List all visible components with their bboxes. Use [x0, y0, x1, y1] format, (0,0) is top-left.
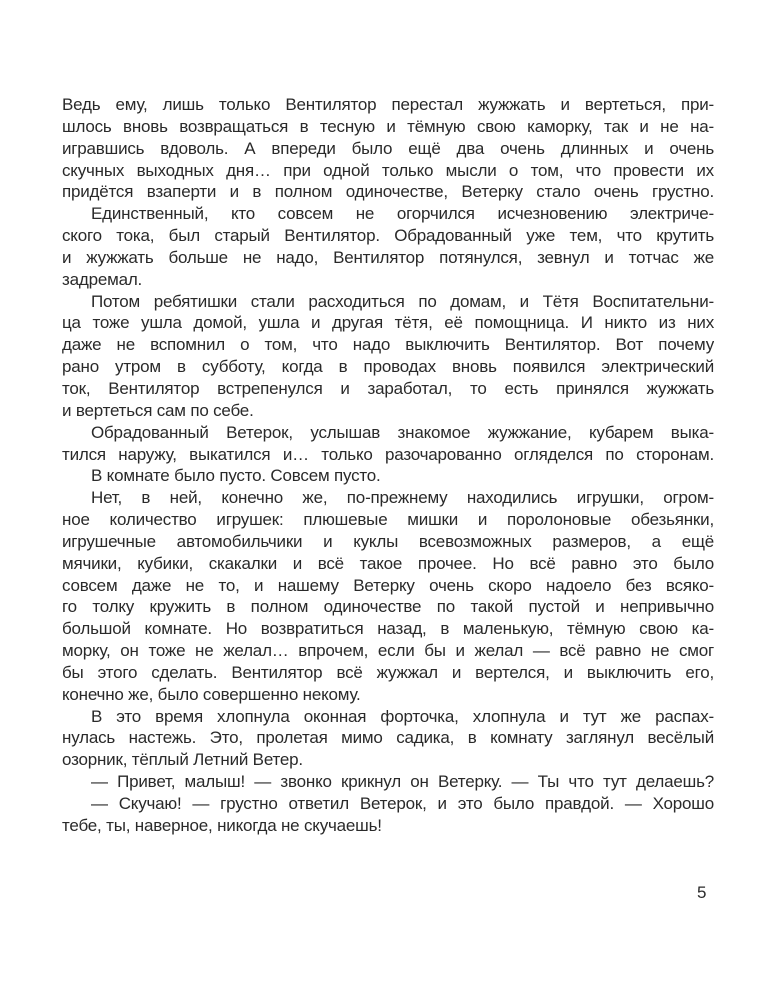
text-line: совсем даже не то, и нашему Ветерку очень скоро надоело без всяко- [62, 575, 714, 595]
text-line: задремал. [62, 269, 143, 289]
text-line: шлось вновь возвращаться в тесную и тёмную свою каморку, так и не на- [62, 116, 714, 136]
text-line: игравшись вдоволь. А впереди было ещё два очень длинных и очень [62, 138, 714, 158]
text-line: рано утром в субботу, когда в проводах вновь появился электрический [62, 357, 714, 377]
text-line: Обрадованный Ветерок, услышав знакомое жужжание, кубарем выка- [91, 422, 714, 442]
text-line: го толку кружить в полном одиночестве по такой пустой и непривычно [62, 597, 714, 617]
text-line: морку, он тоже не желал… впрочем, если бы и желал — всё равно не смог [62, 641, 714, 661]
text-line: — Привет, малыш! — звонко крикнул он Ветерку. — Ты что тут делаешь? [91, 772, 714, 792]
text-line: скучных выходных дня… при одной только мысли о том, что провести их [62, 160, 714, 180]
text-line: даже не вспомнил о том, что надо выключить Вентилятор. Вот почему [62, 335, 714, 355]
text-line: В комнате было пусто. Совсем пусто. [91, 466, 381, 486]
text-line: — Скучаю! — грустно ответил Ветерок, и это было правдой. — Хорошо [91, 794, 714, 813]
text-line: большой комнате. Но возвратиться назад, в маленькую, тёмную свою ка- [62, 619, 714, 639]
text-line: и вертеться сам по себе. [62, 400, 254, 420]
text-line: Единственный, кто совсем не огорчился исчезновению электриче- [91, 204, 714, 224]
text-line: В это время хлопнула оконная форточка, хлопнула и тут же распах- [91, 706, 714, 726]
text-line: ток, Вентилятор встрепенулся и заработал, то есть принялся жужжать [62, 378, 714, 398]
body-text [62, 94, 714, 837]
text-line: нулась настежь. Это, пролетая мимо садика, в комнату заглянул весёлый [62, 728, 714, 748]
text-line: Потом ребятишки стали расходиться по домам, и Тётя Воспитательни- [91, 291, 714, 311]
page-number: 5 [697, 883, 707, 902]
text-line: ского тока, был старый Вентилятор. Обрадованный уже тем, что крутить [62, 226, 714, 246]
text-line: Нет, в ней, конечно же, по-прежнему находились игрушки, огром- [91, 488, 714, 508]
text-line: мячики, кубики, скакалки и всё такое прочее. Но всё равно это было [62, 553, 714, 573]
text-line: бы этого сделать. Вентилятор всё жужжал и вертелся, и выключить его, [62, 662, 714, 682]
text-line: конечно же, было совершенно некому. [62, 684, 361, 704]
text-line: тился наружу, выкатился и… только разочарованно огляделся по сторонам. [62, 444, 714, 464]
text-line: придётся взаперти и в полном одиночестве, Ветерку стало очень грустно. [62, 182, 714, 202]
text-line: тебе, ты, наверное, никогда не скучаешь! [62, 815, 382, 835]
text-line: озорник, тёплый Летний Ветер. [62, 750, 303, 770]
text-line: Ведь ему, лишь только Вентилятор перестал жужжать и вертеться, при- [62, 95, 714, 114]
text-line: и жужжать больше не надо, Вентилятор потянулся, зевнул и тотчас же [62, 247, 714, 267]
text-line: ца тоже ушла домой, ушла и другая тётя, её помощница. И никто из них [62, 313, 714, 333]
text-line: ное количество игрушек: плюшевые мишки и поролоновые обезьянки, [62, 510, 714, 530]
text-line: игрушечные автомобильчики и куклы всевозможных размеров, а ещё [62, 531, 714, 551]
